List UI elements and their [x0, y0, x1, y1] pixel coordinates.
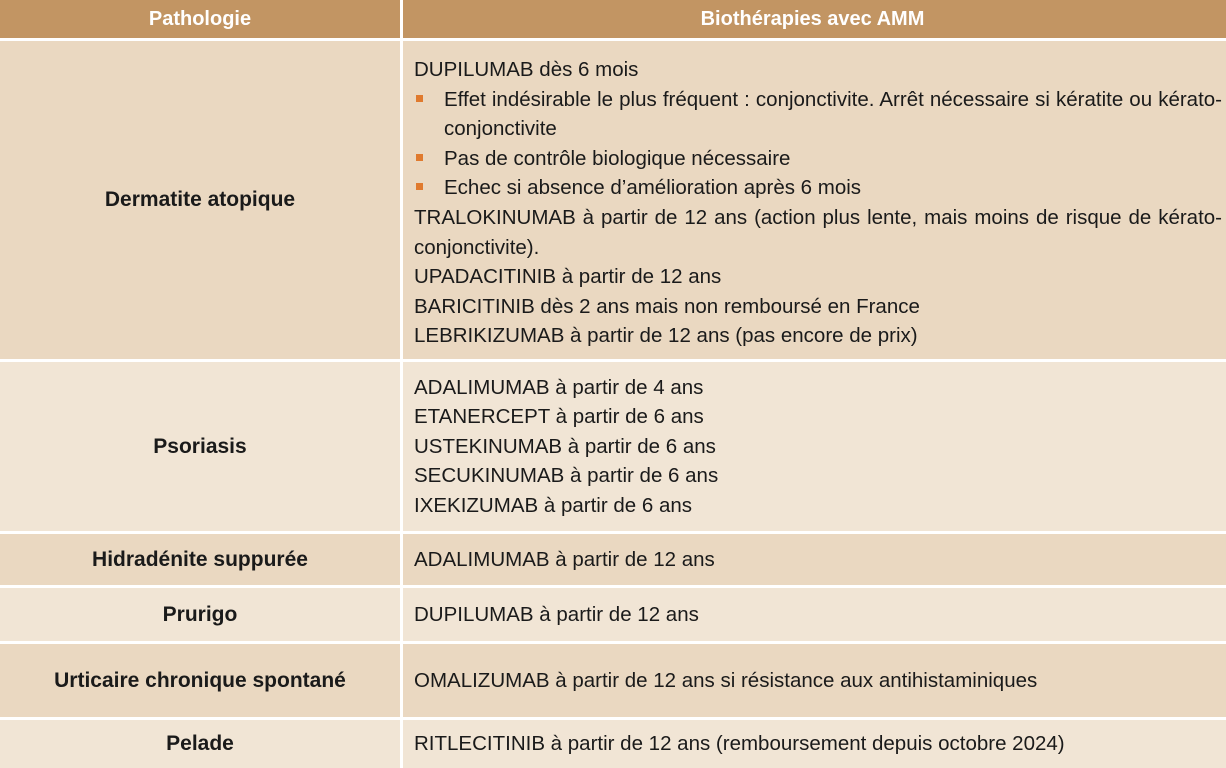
therapy-line: OMALIZUMAB à partir de 12 ans si résistance aux antihistaminiques [414, 668, 1038, 692]
bullet-square-icon [416, 183, 423, 190]
pathologie-name: Dermatite atopique [104, 188, 296, 211]
bullet-text: Effet indésirable le plus fréquent : conjonctivite. Arrêt nécessaire si kératite ou kérato-conjonctivite [444, 87, 1222, 141]
bullet-square-icon [416, 95, 423, 102]
table-row-prurigo [0, 588, 1226, 641]
pathologie-name: Prurigo [162, 602, 238, 626]
therapy-line: ETANERCEPT à partir de 6 ans [414, 405, 704, 429]
therapy-line: ADALIMUMAB à partir de 4 ans [414, 375, 704, 399]
therapy-line: DUPILUMAB dès 6 mois [414, 58, 639, 81]
table-row-pelade [0, 720, 1226, 768]
pathologie-name: Hidradénite suppurée [92, 547, 308, 571]
bullet-item [414, 85, 1222, 144]
pathologie-name: Urticaire chronique spontané [54, 668, 346, 692]
therapy-line: BARICITINIB dès 2 ans mais non remboursé en France [414, 294, 920, 318]
table-row-urticaire [0, 644, 1226, 717]
pathologie-cell [0, 534, 400, 585]
therapy-line: SECUKINUMAB à partir de 6 ans [414, 464, 719, 488]
bullet-text: Echec si absence d’amélioration après 6 mois [444, 176, 862, 200]
therapy-cell [400, 720, 1226, 768]
therapy-line: ADALIMUMAB à partir de 12 ans [414, 547, 715, 571]
pathologie-name: Psoriasis [153, 434, 247, 458]
bullet-square-icon [416, 154, 423, 161]
pathologie-name: Pelade [166, 732, 234, 755]
therapy-cell [400, 588, 1226, 641]
table-row-dermatite [0, 41, 1226, 359]
therapy-line: LEBRIKIZUMAB à partir de 12 ans (pas encore de prix) [414, 324, 918, 348]
therapy-cell [400, 362, 1226, 531]
table-row-psoriasis [0, 362, 1226, 531]
pathologie-cell [0, 588, 400, 641]
pathologie-cell [0, 362, 400, 531]
therapy-line: UPADACITINIB à partir de 12 ans [414, 265, 722, 289]
bullet-item [414, 144, 1222, 174]
therapy-line: USTEKINUMAB à partir de 6 ans [414, 434, 716, 458]
therapy-cell [400, 534, 1226, 585]
therapy-cell [400, 644, 1226, 717]
header-biotherapies: Biothérapies avec AMM [400, 0, 1226, 38]
table-row-hidradenite [0, 534, 1226, 585]
table-header [0, 0, 1226, 38]
pathologie-cell [0, 720, 400, 768]
therapy-line: IXEKIZUMAB à partir de 6 ans [414, 493, 693, 517]
pathologie-cell [0, 41, 400, 359]
therapy-line: RITLECITINIB à partir de 12 ans (remboursement depuis octobre 2024) [414, 732, 1065, 756]
pathologie-cell [0, 644, 400, 717]
header-pathologie: Pathologie [148, 7, 252, 30]
bullet-item [414, 173, 1222, 203]
therapy-line: TRALOKINUMAB à partir de 12 ans (action plus lente, mais moins de risque de kérato-conjonctivite). [414, 205, 1222, 259]
therapy-line: DUPILUMAB à partir de 12 ans [414, 602, 699, 626]
therapy-cell [400, 41, 1226, 359]
bullet-text: Pas de contrôle biologique nécessaire [444, 146, 791, 170]
